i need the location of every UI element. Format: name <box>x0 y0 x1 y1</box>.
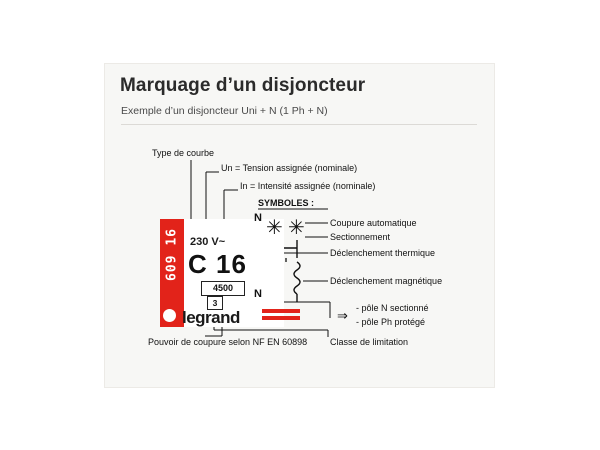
product-code: 609 16 <box>164 228 180 281</box>
label-pole-n-sectionne: - pôle N sectionné <box>356 303 429 313</box>
label-pole-ph-protege: - pôle Ph protégé <box>356 317 426 327</box>
label-in: In = Intensité assignée (nominale) <box>240 181 376 191</box>
arrow-icon: ⇒ <box>337 308 348 323</box>
title-divider <box>121 124 477 125</box>
label-type-de-courbe: Type de courbe <box>152 148 215 158</box>
label-sectionnement: Sectionnement <box>330 232 391 242</box>
label-declenchement-magnetique: Déclenchement magnétique <box>330 276 443 286</box>
label-coupure-automatique: Coupure automatique <box>330 218 417 228</box>
breaker-indicator-dot <box>163 309 176 322</box>
rated-voltage: 230 V~ <box>190 236 226 248</box>
brand-wordmark: legrand <box>182 308 240 327</box>
page-title: Marquage d’un disjoncteur <box>120 75 366 96</box>
breaking-capacity-box: 4500 <box>201 281 245 296</box>
label-un: Un = Tension assignée (nominale) <box>221 163 358 173</box>
page-subtitle: Exemple d’un disjoncteur Uni + N (1 Ph + N) <box>121 105 328 117</box>
limitation-class-box: 3 <box>207 296 223 310</box>
brand-bars-icon <box>262 309 300 323</box>
label-classe-de-limitation: Classe de limitation <box>330 337 409 347</box>
label-symboles: SYMBOLES : <box>258 198 315 208</box>
curve-and-rating: C 16 <box>188 249 247 279</box>
terminal-label-bottom: N <box>254 288 262 300</box>
auto-breaking-star-icon: ✳ <box>266 217 283 239</box>
label-declenchement-thermique: Déclenchement thermique <box>330 248 436 258</box>
label-pouvoir-de-coupure: Pouvoir de coupure selon NF EN 60898 <box>148 337 308 347</box>
isolation-star-icon: ✳ <box>288 217 305 239</box>
terminal-label-top: N <box>254 212 262 224</box>
